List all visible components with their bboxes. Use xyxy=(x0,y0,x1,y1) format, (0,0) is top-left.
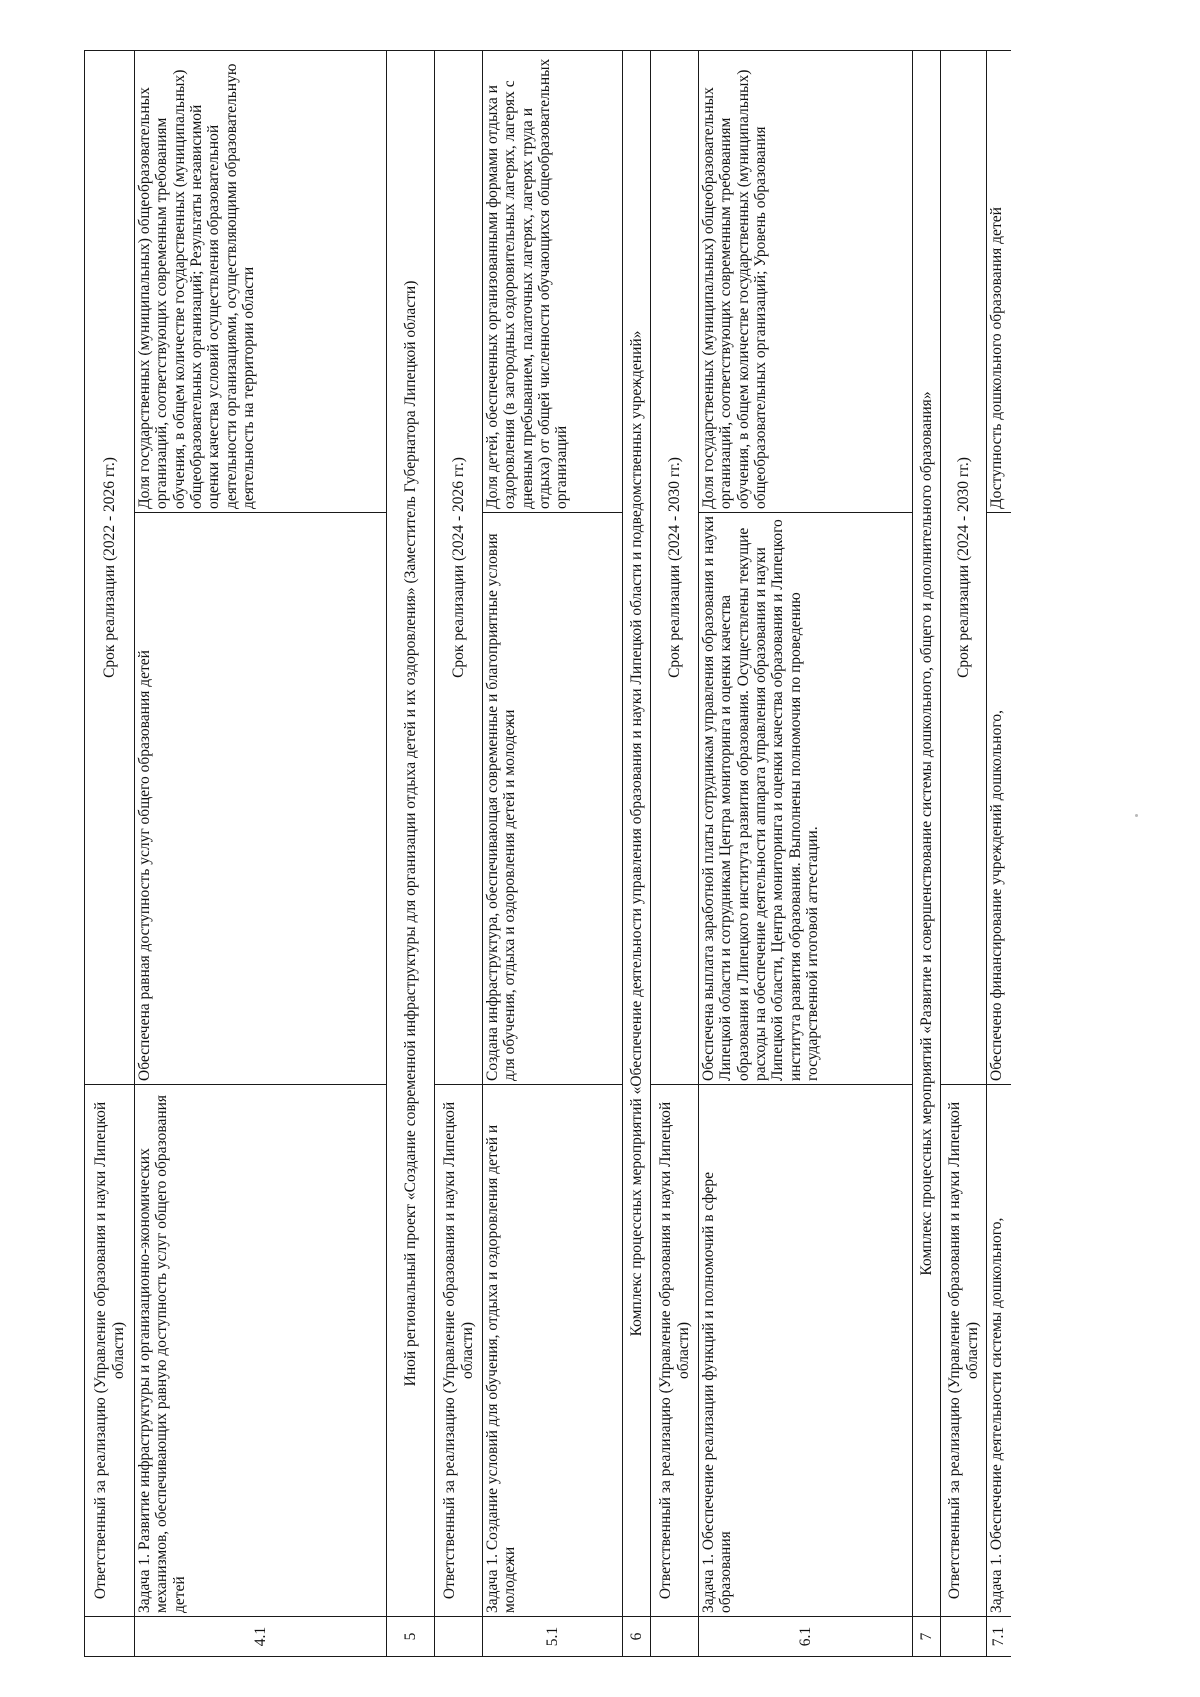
section-number: 5 xyxy=(387,1617,435,1657)
effect-cell: Обеспечена равная доступность услуг общего образования детей xyxy=(135,513,387,1085)
section-6-title-row xyxy=(623,50,651,1656)
task-cell: Задача 1. Развитие инфраструктуры и организационно-экономических механизмов, обеспечивающих равную доступность услуг общего образования детей xyxy=(135,1085,387,1617)
row-number: 4.1 xyxy=(135,1617,387,1657)
row-number: 5.1 xyxy=(483,1617,623,1657)
term-label: Срок реализации (2024 - 2030 гг.) xyxy=(651,50,699,1084)
responsible-label: Ответственный за реализацию (Управление образования и науки Липецкой области) xyxy=(941,1085,987,1617)
row-number-cell xyxy=(435,1617,483,1657)
section-title: Комплекс процессных мероприятий «Развитие и совершенствование системы дошкольного, общего и дополнительного образования» xyxy=(913,50,941,1616)
indicator-cell: Доля государственных (муниципальных) общеобразовательных организаций, соответствующих современным требованиям обучения, в общем количестве государственных (муниципальных) общеобразовательных организаций; Результаты независимой оценки качества условий осуществления образовательной деятельности организациями, осуществляющими образовательную деятельность на территории области xyxy=(135,50,387,512)
term-label: Срок реализации (2024 - 2030 гг.) xyxy=(941,50,987,1084)
section-4-header-row xyxy=(85,50,135,1656)
section-number: 6 xyxy=(623,1617,651,1657)
row-number-cell xyxy=(941,1617,987,1657)
responsible-label: Ответственный за реализацию (Управление образования и науки Липецкой области) xyxy=(651,1085,699,1617)
scan-speck xyxy=(1135,814,1138,817)
section-5-title-row xyxy=(387,50,435,1656)
section-title: Комплекс процессных мероприятий «Обеспечение деятельности управления образования и науки Липецкой области и подведомственных учреждений» xyxy=(623,50,651,1616)
effect-cell: Создана инфраструктура, обеспечивающая современные и благоприятные условия для обучения, отдыха и оздоровления детей и молодежи xyxy=(483,513,623,1085)
program-structure-table xyxy=(84,50,1011,1657)
task-cell: Задача 1. Создание условий для обучения, отдыха и оздоровления детей и молодежи xyxy=(483,1085,623,1617)
table-row-6-1 xyxy=(699,50,913,1656)
indicator-cell: Доступность дошкольного образования детей xyxy=(987,50,1011,512)
indicator-cell: Доля детей, обеспеченных организованными формами отдыха и оздоровления (в загородных оздоровительных лагерях, лагерях с дневным пребыванием, палаточных лагерях, лагерях труда и отдыха) от общей численности обучающихся общеобразовательных организаций xyxy=(483,50,623,512)
responsible-label: Ответственный за реализацию (Управление образования и науки Липецкой области) xyxy=(85,1085,135,1617)
section-7-header-row xyxy=(941,50,987,1656)
effect-cell: Обеспечена выплата заработной платы сотрудникам управления образования и науки Липецкой области и сотрудникам Центра мониторинга и оценки качества образования и Липецкого института развития образования. Осуществлены текущие расходы на обеспечение деятельности аппарата управления образования и науки Липецкой области, Центра мониторинга и оценки качества образования и Липецкого института развития образования. Выполнены полномочия по проведению государственной итоговой аттестации. xyxy=(699,513,913,1085)
term-label: Срок реализации (2024 - 2026 гг.) xyxy=(435,50,483,1084)
row-number-cell xyxy=(651,1617,699,1657)
table-row-7-1 xyxy=(987,50,1011,1656)
responsible-label: Ответственный за реализацию (Управление образования и науки Липецкой области) xyxy=(435,1085,483,1617)
table-row-4-1 xyxy=(135,50,387,1656)
section-number: 7 xyxy=(913,1617,941,1657)
section-7-title-row xyxy=(913,50,941,1656)
term-label: Срок реализации (2022 - 2026 гг.) xyxy=(85,50,135,1084)
section-6-header-row xyxy=(651,50,699,1656)
table-row-5-1 xyxy=(483,50,623,1656)
section-5-header-row xyxy=(435,50,483,1656)
task-cell: Задача 1. Обеспечение реализации функций и полномочий в сфере образования xyxy=(699,1085,913,1617)
indicator-cell: Доля государственных (муниципальных) общеобразовательных организаций, соответствующих современным требованиям обучения, в общем количестве государственных (муниципальных) общеобразовательных организаций; Уровень образования xyxy=(699,50,913,512)
task-cell: Задача 1. Обеспечение деятельности системы дошкольного, xyxy=(987,1085,1011,1617)
row-number-cell xyxy=(85,1617,135,1657)
effect-cell: Обеспечено финансирование учреждений дошкольного, xyxy=(987,513,1011,1085)
row-number: 7.1 xyxy=(987,1617,1011,1657)
row-number: 6.1 xyxy=(699,1617,913,1657)
section-title: Иной региональный проект «Создание современной инфраструктуры для организации отдыха детей и их оздоровления» (Заместитель Губернатора Липецкой области) xyxy=(387,50,435,1616)
